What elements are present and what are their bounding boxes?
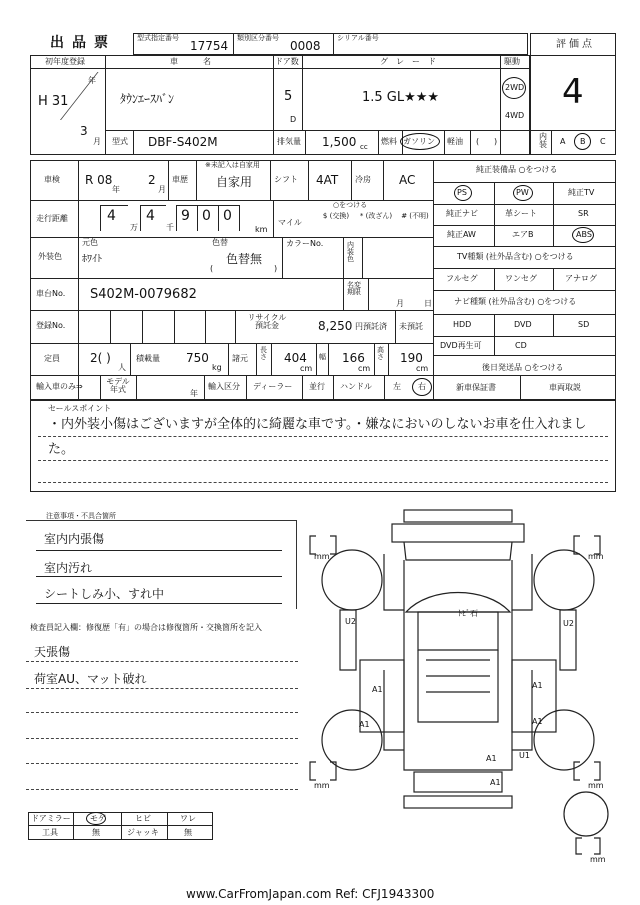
tv-title: TV種類 (社外品含む) ○をつける	[457, 252, 574, 261]
capacity-label: 定員	[44, 354, 60, 363]
aircon-label: 冷房	[355, 175, 371, 184]
equip-pw-circle	[513, 185, 533, 201]
mileage-check-label: ○をつける	[333, 201, 368, 209]
capacity-unit: 人	[118, 363, 126, 372]
diagram-mm-3: mm	[314, 781, 330, 790]
equip-ps: PS	[457, 188, 467, 197]
mileage-digit-2: 4	[146, 208, 155, 224]
navi-title: ナビ種類 (社外品含む) ○をつける	[454, 297, 577, 306]
height-label: 高さ	[377, 346, 384, 361]
model-no: 17754	[190, 39, 229, 53]
height-value: 190	[400, 351, 423, 365]
equip-navi: 純正ナビ	[446, 209, 478, 218]
mark-u1: U1	[519, 751, 530, 760]
paren-close: )	[494, 137, 498, 146]
load-value: 750	[186, 351, 209, 365]
aircon-value: AC	[399, 173, 416, 187]
first-reg-label: 初年度登録	[45, 57, 85, 66]
load-label: 積載量	[136, 354, 160, 363]
drive-label: 駆動	[504, 57, 520, 66]
width-value: 166	[342, 351, 365, 365]
notes-label: 注意事項・不具合箇所	[46, 512, 116, 520]
model-no-label: 型式指定番号	[137, 34, 179, 42]
tv-oneseg: ワンセグ	[505, 274, 537, 283]
mark-a1-rear-left: A1	[359, 720, 370, 729]
drive-2wd-circle	[502, 77, 526, 99]
grade-value: 1.5 GL★★★	[362, 90, 440, 105]
tv-fullseg: フルセグ	[446, 274, 478, 283]
cd-label: CD	[515, 341, 527, 350]
equipment-title: 純正装備品 ○をつける	[476, 165, 558, 174]
check-jack-label: ジャッキ	[127, 828, 159, 837]
handle-right-circle	[412, 378, 432, 396]
width-label: 幅	[319, 353, 326, 361]
capacity-value: 2( )	[90, 351, 111, 365]
mark-u2-left: U2	[345, 617, 356, 626]
shift-value: 4AT	[316, 173, 339, 187]
mark-a1-right: A1	[532, 681, 543, 690]
ship-warranty: 新車保証書	[456, 383, 496, 392]
equip-abs: ABS	[576, 230, 592, 239]
height-unit: cm	[416, 364, 429, 373]
expiry-month: 月	[396, 299, 404, 308]
diagram-mm-2: mm	[588, 552, 604, 561]
mileage-sen: 千	[166, 223, 174, 232]
recycle-label: リサイクル預託金	[247, 313, 287, 330]
mileage-opt-unknown: # (不明)	[401, 212, 429, 220]
navi-sd: SD	[578, 320, 590, 329]
length-value: 404	[284, 351, 307, 365]
doors-label: ドア数	[275, 57, 299, 66]
handle-left: 左	[393, 382, 401, 391]
mark-a1-bumper: A1	[490, 778, 501, 787]
note-item-2: 室内汚れ	[44, 561, 93, 575]
equip-abs-circle	[572, 227, 594, 243]
interior-b-circle	[574, 133, 591, 150]
inspection-era: R 08	[85, 173, 113, 187]
color-change-label: 色替	[212, 238, 228, 247]
mark-a1-rear-right: A1	[532, 717, 543, 726]
fuel-value: ガソリン	[403, 137, 435, 146]
color-label: 外装色	[38, 252, 62, 261]
equip-airbag: エアB	[512, 230, 534, 239]
inspection-month: 2	[148, 173, 156, 187]
color-orig-label: 元色	[82, 238, 98, 247]
car-name-label: 車名	[170, 57, 236, 66]
check-header-mirror: ドアミラー	[31, 814, 71, 823]
page-title: 出品票	[50, 35, 116, 51]
dvd-playback: DVD再生可	[440, 341, 482, 350]
inspection-year-unit: 年	[112, 185, 120, 194]
equip-pw: PW	[516, 188, 529, 197]
shift-label: シフト	[274, 175, 298, 184]
check-moge-circle	[86, 812, 106, 825]
grade-score-label: 評価点	[556, 39, 595, 50]
car-name: ﾀｳﾝｴｰｽﾊﾞﾝ	[120, 92, 175, 106]
mileage-man: 万	[130, 223, 138, 232]
mark-u2-right: U2	[563, 619, 574, 628]
interior-color-label: 内装色	[347, 241, 354, 263]
check-tools-label: 工具	[42, 828, 58, 837]
tv-analog: アナログ	[565, 274, 597, 283]
displacement-value: 1,500	[322, 135, 357, 149]
note-item-3: シートしみ小、すれ中	[44, 587, 165, 601]
equip-tv: 純正TV	[568, 188, 595, 197]
dims-label: 諸元	[232, 354, 248, 363]
load-unit: kg	[212, 363, 222, 372]
check-header-hibi: ヒビ	[135, 814, 151, 823]
mileage-opt-tamper: * (改ざん)	[359, 212, 393, 220]
length-label: 長さ	[260, 346, 267, 361]
footer-ref: www.CarFromJapan.com Ref: CFJ1943300	[186, 887, 435, 901]
chassis-value: S402M-0079682	[90, 287, 197, 302]
inspector-item-1: 天張傷	[34, 645, 71, 659]
model-year-suffix: 年	[190, 389, 198, 398]
handle-label: ハンドル	[340, 382, 372, 391]
equip-leather: 革シート	[505, 209, 537, 218]
mileage-digit-5: 0	[223, 208, 232, 224]
mileage-label: 走行距離	[36, 214, 68, 223]
paren-open: (	[476, 137, 480, 146]
dealer-option: ディーラー	[253, 382, 293, 391]
inspector-label: 検査員記入欄：修復歴「有」の場合は修復箇所・交換箇所を記入	[30, 623, 262, 632]
diesel-label: 軽油	[447, 137, 463, 146]
model-year-label: モデル年式	[106, 377, 130, 394]
length-unit: cm	[300, 364, 313, 373]
import-label: 輸入車のみ⇒	[36, 382, 83, 391]
sales-point-box	[30, 400, 616, 492]
color-change: 色替無	[226, 252, 263, 266]
interior-grade-label: 内装	[539, 132, 547, 149]
check-tools-value: 無	[92, 828, 100, 837]
recycle-value: 8,250	[318, 319, 353, 333]
mileage-digit-3: 9	[181, 208, 190, 224]
mark-a1-left: A1	[372, 685, 383, 694]
car-diagram	[300, 500, 620, 870]
type-value: DBF-S402M	[148, 135, 218, 149]
ship-manual: 車両取説	[549, 383, 581, 392]
mileage-digit-4: 0	[202, 208, 211, 224]
fuel-circle	[400, 133, 440, 150]
width-unit: cm	[358, 364, 371, 373]
equip-sr: SR	[578, 209, 589, 218]
year-unit: 年	[88, 76, 96, 85]
mileage-opt-exchange: $ (交換)	[322, 212, 350, 220]
serial-label: シリアル番号	[337, 34, 379, 42]
fuel-label: 燃料	[381, 137, 397, 146]
interior-c: C	[600, 137, 606, 146]
doors-sub: D	[290, 115, 297, 124]
first-reg-year: H 31	[38, 94, 69, 109]
color-orig: ﾎﾜｲﾄ	[82, 254, 102, 265]
grade-score: 4	[562, 72, 584, 112]
drive-4wd: 4WD	[505, 111, 525, 120]
doors-value: 5	[284, 89, 293, 104]
drive-2wd: 2WD	[505, 83, 525, 92]
equip-ps-circle	[454, 185, 472, 201]
sales-point-line2: た。	[48, 442, 75, 457]
recycle-status: 円預託済	[355, 322, 387, 331]
displacement-label: 排気量	[277, 137, 301, 146]
expiry-day: 日	[424, 299, 432, 308]
interior-a: A	[560, 137, 566, 146]
equip-aw: 純正AW	[447, 230, 476, 239]
check-header-ware: ワレ	[180, 814, 196, 823]
type-label: 型式	[112, 137, 128, 146]
first-reg-month: 3	[80, 124, 88, 138]
note-item-1: 室内内張傷	[44, 532, 105, 546]
check-header-moge: モゲ	[90, 814, 106, 823]
class-no: 0008	[290, 39, 321, 53]
mileage-digit-1: 4	[107, 208, 116, 224]
inspector-item-2: 荷室AU、マット破れ	[34, 672, 147, 686]
mileage-unit: km	[255, 225, 268, 234]
diagram-mm-1: mm	[314, 552, 330, 561]
displacement-unit: cc	[360, 143, 368, 151]
grade-label: グレード	[380, 57, 444, 66]
usage-label: 車歴	[172, 175, 188, 184]
usage-value: 自家用	[216, 175, 253, 189]
chassis-label: 車台No.	[36, 289, 66, 298]
sales-point-line1: ・内外装小傷はございますが全体的に綺麗な車です。・嫌なにおいのしないお車を仕入れまし	[48, 417, 587, 432]
handle-right: 右	[418, 382, 426, 391]
mileage-opt-mile: マイル	[278, 218, 302, 227]
interior-b: B	[580, 137, 586, 146]
sales-point-label: セールスポイント	[48, 404, 112, 413]
usage-note: ※未記入は自家用	[205, 161, 260, 169]
mark-a1-rear: A1	[486, 754, 497, 763]
mark-tobiishi: ﾄﾋﾞ石	[458, 609, 478, 618]
color-no-label: カラーNo.	[286, 239, 324, 248]
navi-hdd: HDD	[453, 320, 472, 329]
ship-title: 後日発送品 ○をつける	[482, 363, 564, 372]
reg-label: 登録No.	[36, 321, 66, 330]
diagram-mm-5: mm	[590, 855, 606, 864]
navi-dvd: DVD	[514, 320, 532, 329]
month-unit: 月	[93, 137, 101, 146]
inspection-label: 車検	[44, 175, 60, 184]
recycle-unpaid: 未預託	[399, 322, 423, 331]
parallel-option: 並行	[309, 382, 325, 391]
inspection-month-unit: 月	[158, 185, 166, 194]
import-type-label: 輸入区分	[208, 382, 240, 391]
class-no-label: 類別区分番号	[237, 34, 279, 42]
diagram-mm-4: mm	[588, 781, 604, 790]
expiry-label: 名変期限	[347, 281, 361, 296]
check-jack-value: 無	[184, 828, 192, 837]
